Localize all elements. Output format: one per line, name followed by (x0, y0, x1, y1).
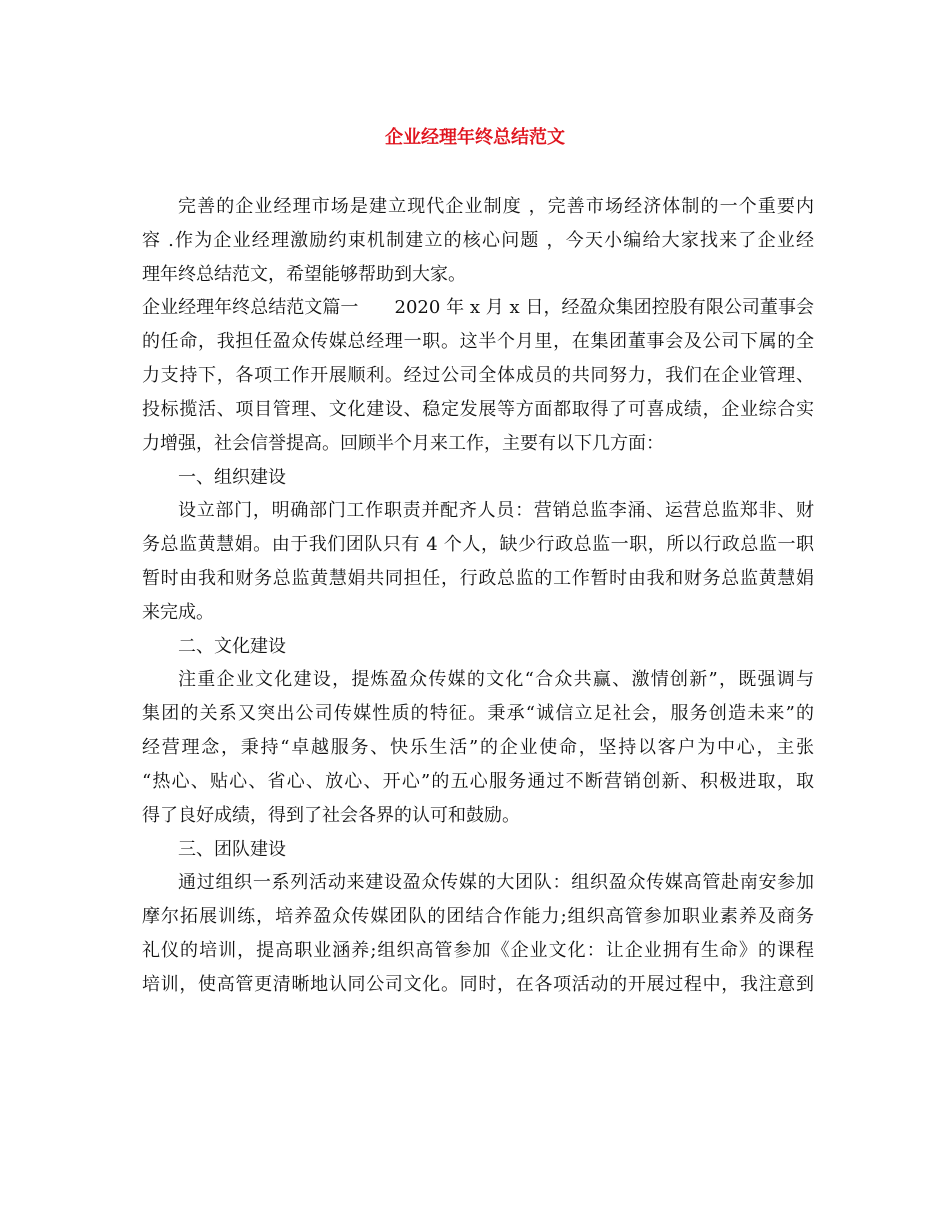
paragraph-line: 摩尔拓展训练，培养盈众传媒团队的团结合作能力;组织高管参加职业素养及商务 (142, 906, 814, 927)
paragraph-line: 经营理念，秉持“卓越服务、快乐生活”的企业使命，坚持以客户为中心，主张 (142, 737, 814, 758)
paragraph-line: 培训，使高管更清晰地认同公司文化。同时，在各项活动的开展过程中，我注意到 (142, 974, 814, 995)
paragraph-line: 投标揽活、项目管理、文化建设、稳定发展等方面都取得了可喜成绩，企业综合实 (142, 399, 814, 420)
paragraph-line: 容 .作为企业经理激励约束机制建立的核心问题 ，今天小编给大家找来了企业经 (142, 230, 814, 251)
paragraph-line: 礼仪的培训，提高职业涵养;组织高管参加《企业文化：让企业拥有生命》的课程 (142, 940, 814, 961)
section-heading: 三、团队建设 (178, 839, 286, 860)
paragraph-line: 的任命，我担任盈众传媒总经理一职。这半个月里，在集团董事会及公司下属的全 (142, 331, 814, 352)
section-heading: 一、组织建设 (178, 467, 286, 488)
section-heading: 二、文化建设 (178, 636, 286, 657)
paragraph-line: 完善的企业经理市场是建立现代企业制度 ，完善市场经济体制的一个重要内 (178, 196, 814, 217)
paragraph-line: 暂时由我和财务总监黄慧娟共同担任，行政总监的工作暂时由我和财务总监黄慧娟 (142, 568, 814, 589)
document-title: 企业经理年终总结范文 (385, 127, 565, 148)
paragraph-line: 得了良好成绩，得到了社会各界的认可和鼓励。 (142, 805, 520, 826)
paragraph-line: 通过组织一系列活动来建设盈众传媒的大团队：组织盈众传媒高管赴南安参加 (178, 872, 814, 893)
paragraph-line: “热心、贴心、省心、放心、开心”的五心服务通过不断营销创新、积极进取，取 (142, 771, 814, 792)
paragraph-line: 力增强，社会信誉提高。回顾半个月来工作，主要有以下几方面： (142, 433, 664, 454)
paragraph-line: 理年终总结范文，希望能够帮助到大家。 (142, 264, 466, 285)
paragraph-line: 企业经理年终总结范文篇一 2020 年 x 月 x 日，经盈众集团控股有限公司董事会 (142, 297, 814, 318)
paragraph-line: 来完成。 (142, 602, 214, 623)
paragraph-line: 注重企业文化建设，提炼盈众传媒的文化“合众共赢、激情创新”，既强调与 (178, 669, 814, 690)
paragraph-line: 集团的关系又突出公司传媒性质的特征。秉承“诚信立足社会，服务创造未来”的 (142, 703, 814, 724)
paragraph-line: 设立部门，明确部门工作职责并配齐人员：营销总监李涌、运营总监郑非、财 (178, 500, 814, 521)
paragraph-line: 力支持下，各项工作开展顺利。经过公司全体成员的共同努力，我们在企业管理、 (142, 365, 814, 386)
paragraph-line: 务总监黄慧娟。由于我们团队只有 4 个人，缺少行政总监一职，所以行政总监一职 (142, 534, 814, 555)
